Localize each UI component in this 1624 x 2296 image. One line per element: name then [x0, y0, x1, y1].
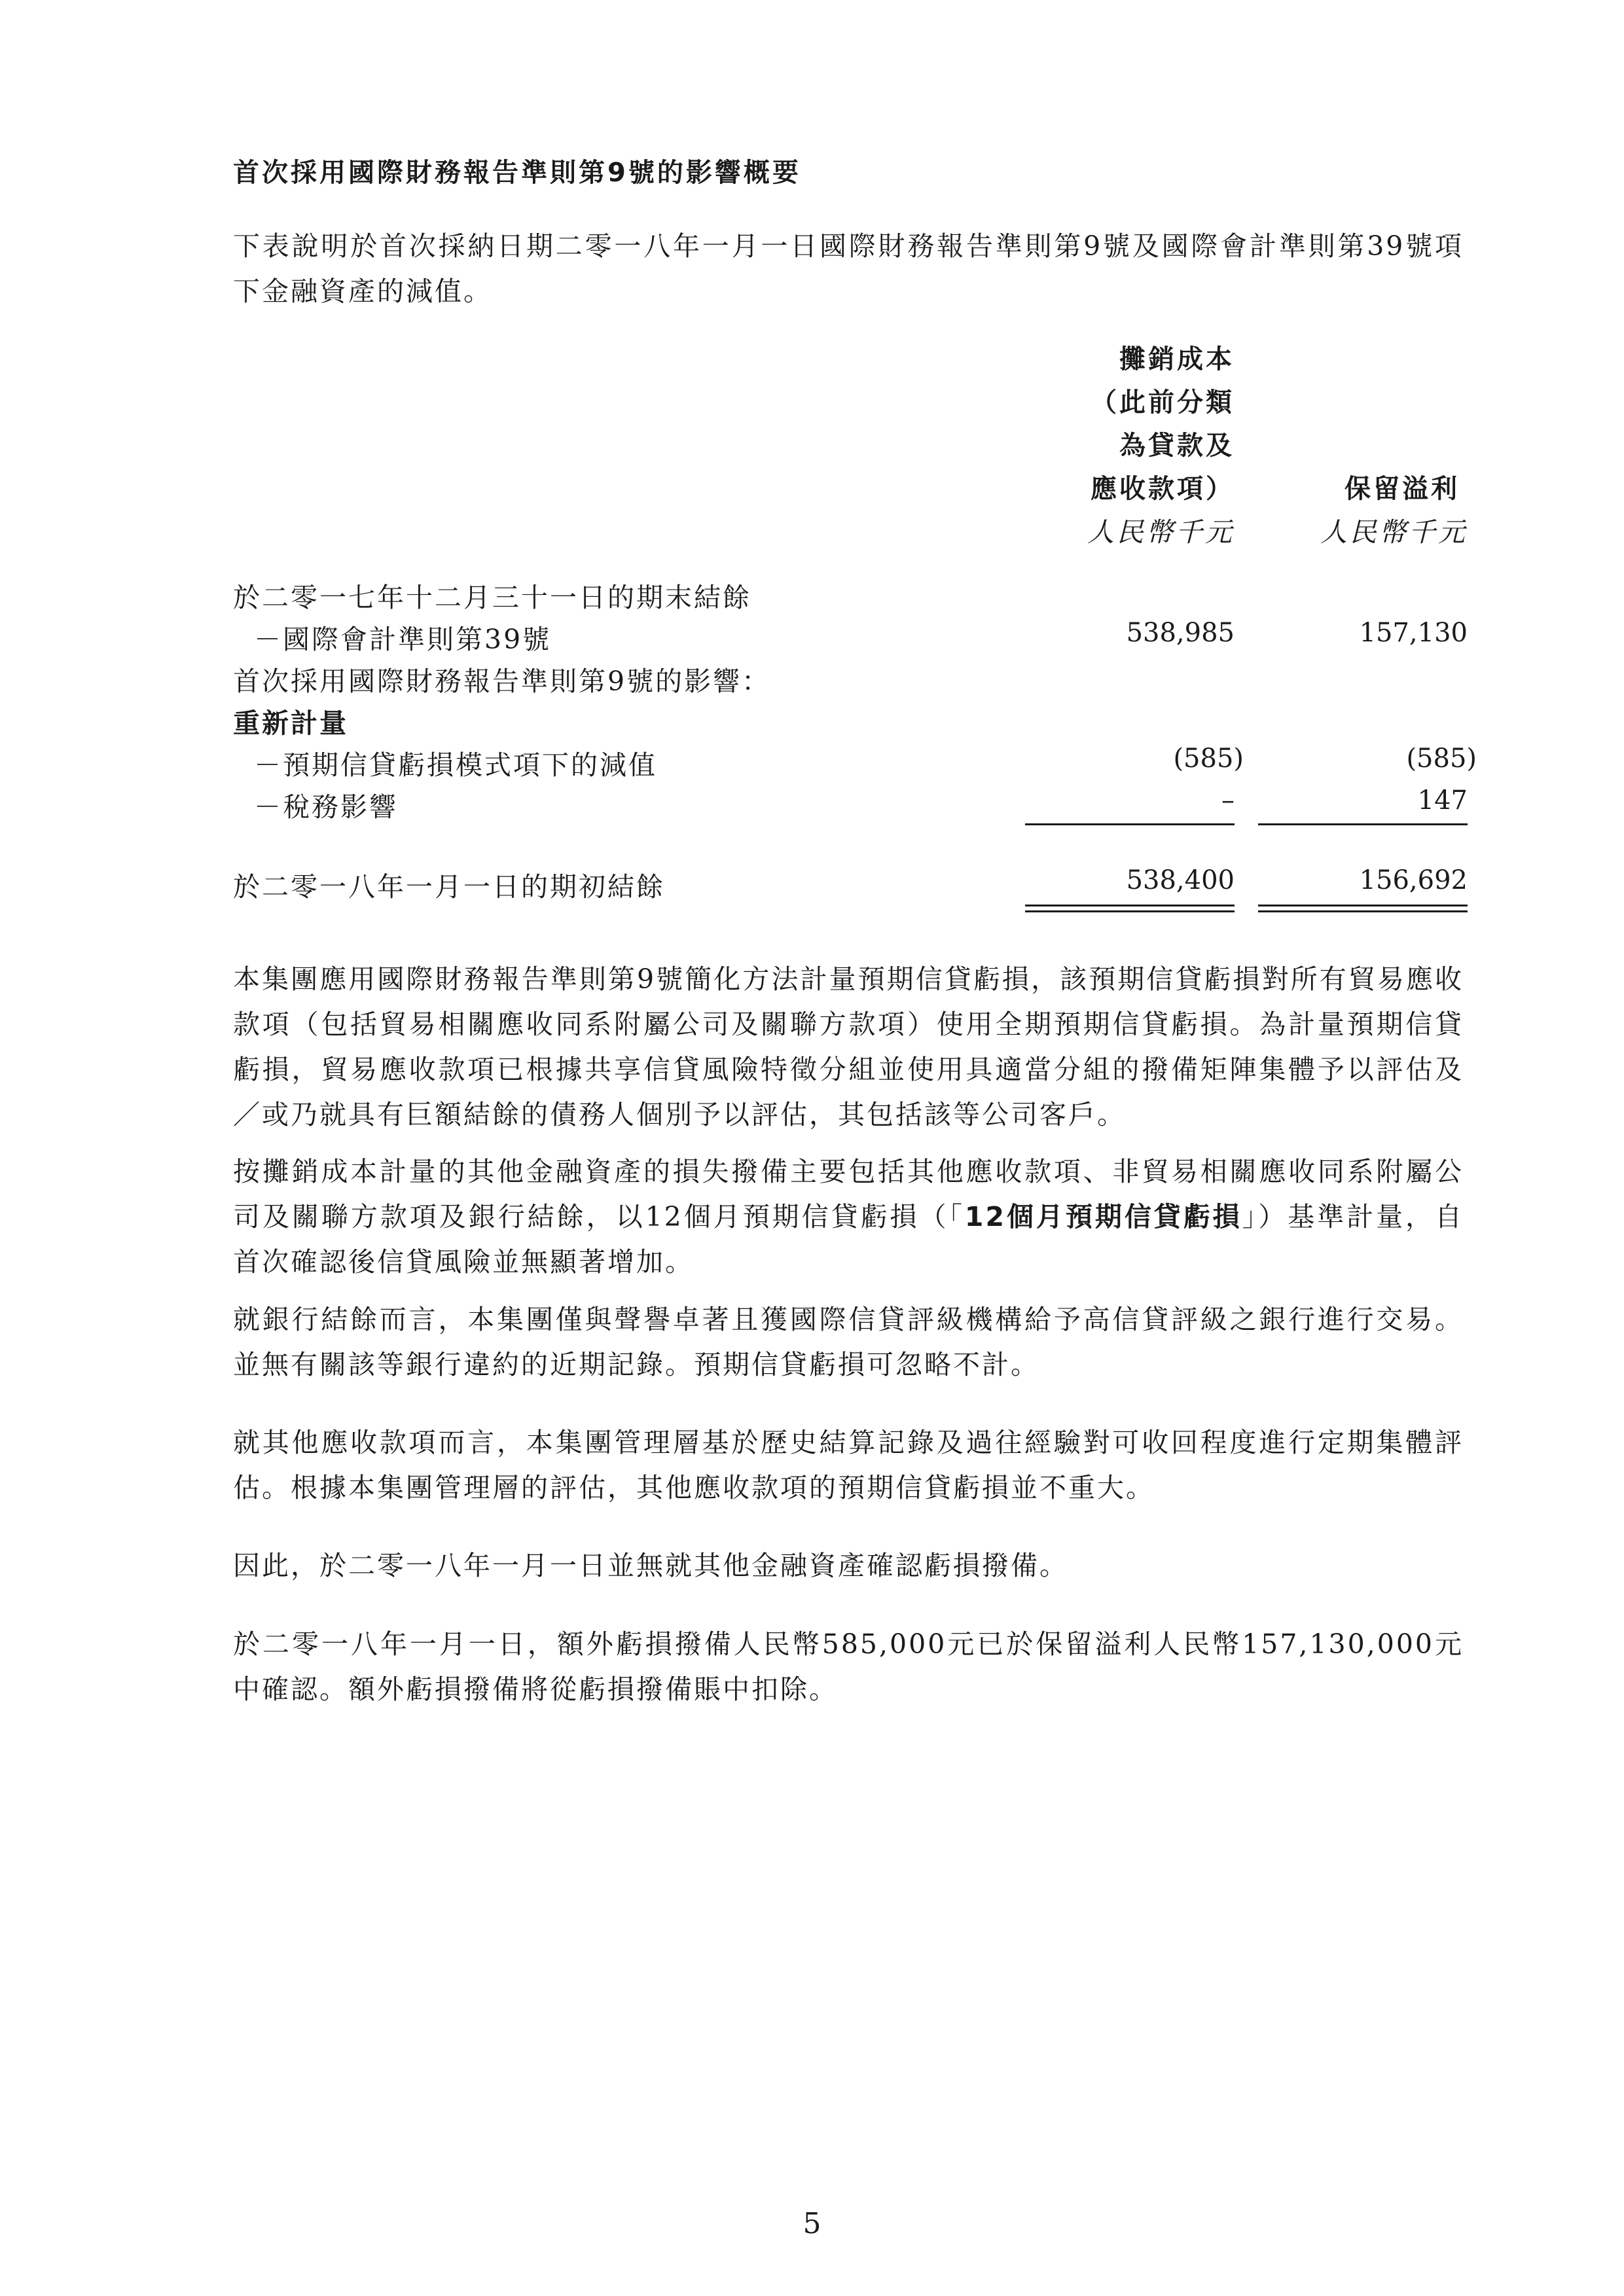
paragraph-ecl-simplified: 本集團應用國際財務報告準則第9號簡化方法計量預期信貸虧損，該預期信貸虧損對所有貿易應收款項（包括貿易相關應收同系附屬公司及關聯方款項）使用全期預期信貸虧損。為計量預期信貸虧損，貿易應收款項已根據共享信貸風險特徵分組並使用具適當分組的撥備矩陣集體予以評估及／或乃就具有巨額結餘的債務人個別予以評估，其包括該等公司客戶。: [233, 963, 1464, 1130]
col1-unit: 人民幣千元: [1087, 516, 1235, 548]
col1-header-line1: 攤銷成本: [1119, 344, 1235, 374]
col2-header: 保留溢利: [1344, 474, 1460, 504]
col2-total-rule-2: [1258, 910, 1468, 912]
col1-subtotal-rule: [1025, 823, 1235, 825]
col1-header: [973, 338, 1235, 511]
paragraph-additional-allowance: 於二零一八年一月一日，額外虧損撥備人民幣585,000元已於保留溢利人民幣157,130,000元中確認。額外虧損撥備將從虧損撥備賬中扣除。: [233, 1628, 1464, 1705]
row-opening-col1: 538,400: [1126, 865, 1235, 895]
row-ecl-col1: (585): [1173, 744, 1244, 774]
row-ecl-col2: (585): [1406, 744, 1477, 774]
paragraph-no-loss-allowance: 因此，於二零一八年一月一日並無就其他金融資產確認虧損撥備。: [233, 1550, 1068, 1581]
page-number: 5: [803, 2207, 821, 2240]
col1-header-line3: 為貸款及: [1119, 431, 1235, 461]
paragraph-loss-allowance-defined-term: 12個月預期信貸虧損: [964, 1201, 1242, 1232]
col1-header-line4: 應收款項）: [1091, 474, 1235, 504]
row-label-tax-effect: －稅務影響: [254, 791, 398, 823]
col1-header-line2: （此前分類: [1091, 387, 1235, 418]
col2-total-rule-1: [1258, 905, 1468, 906]
col1-total-rule-1: [1025, 905, 1235, 906]
col2-unit: 人民幣千元: [1320, 516, 1468, 548]
paragraph-other-receivables: 就其他應收款項而言，本集團管理層基於歷史結算記錄及過往經驗對可收回程度進行定期集體評估。根據本集團管理層的評估，其他應收款項的預期信貸虧損並不重大。: [233, 1427, 1464, 1503]
paragraph-loss-allowance-before: 按攤銷成本計量的其他金融資產的損失撥備主要包括其他應收款項、非貿易相關應收同系附屬公司及關聯方款項及銀行結餘，以12個月預期信貸虧損（「: [233, 1156, 1464, 1232]
section-heading: 首次採用國際財務報告準則第9號的影響概要: [233, 158, 801, 188]
row-label-ecl-impairment: －預期信貸虧損模式項下的減值: [254, 749, 657, 781]
row-label-ifrs9-impact: 首次採用國際財務報告準則第9號的影響：: [233, 666, 771, 697]
col1-total-rule-2: [1025, 910, 1235, 912]
row-label-ias39: －國際會計準則第39號: [254, 624, 552, 655]
row-tax-col1: –: [1221, 785, 1235, 816]
row-label-remeasurement: 重新計量: [233, 708, 348, 739]
paragraph-loss-allowance-after: 」）基準計量，自首次確認後信貸風險並無顯著增加。: [233, 1201, 1464, 1278]
row-tax-col2: 147: [1417, 785, 1468, 816]
paragraph-loss-allowance: [233, 1149, 1464, 1285]
row-ias39-col1: 538,985: [1126, 618, 1235, 648]
col2-subtotal-rule: [1258, 823, 1468, 825]
row-ias39-col2: 157,130: [1359, 618, 1468, 648]
row-opening-col2: 156,692: [1359, 865, 1468, 895]
row-label-closing-2017: 於二零一七年十二月三十一日的期末結餘: [233, 582, 751, 613]
row-label-opening-2018: 於二零一八年一月一日的期初結餘: [233, 871, 665, 903]
intro-paragraph: 下表說明於首次採納日期二零一八年一月一日國際財務報告準則第9號及國際會計準則第39號項下金融資產的減值。: [233, 230, 1464, 307]
paragraph-bank-balances: 就銀行結餘而言，本集團僅與聲譽卓著且獲國際信貸評級機構給予高信貸評級之銀行進行交易。並無有關該等銀行違約的近期記錄。預期信貸虧損可忽略不計。: [233, 1304, 1464, 1380]
